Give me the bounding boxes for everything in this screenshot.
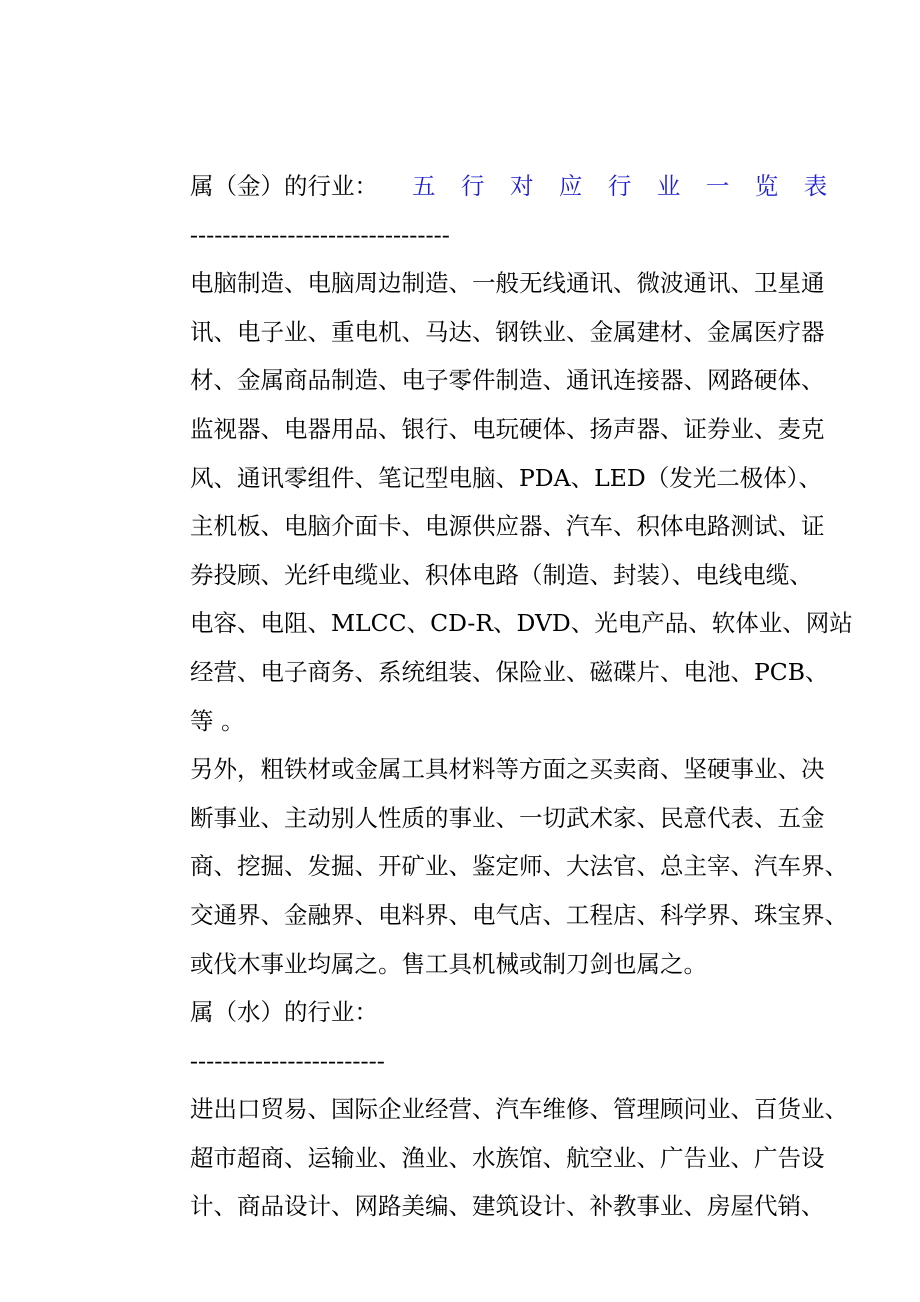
text-line: 超市超商、运输业、渔业、水族馆、航空业、广告业、广告设 bbox=[190, 1143, 825, 1172]
water-paragraph bbox=[190, 1085, 862, 1231]
text-line: 或伐木事业均属之。售工具机械或制刀剑也属之。 bbox=[190, 949, 707, 978]
document-page bbox=[190, 162, 862, 1231]
text-line: 主机板、电脑介面卡、电源供应器、汽车、积体电路测试、证 bbox=[190, 512, 825, 541]
text-line: 计、商品设计、网路美编、建筑设计、补教事业、房屋代销、 bbox=[190, 1192, 825, 1221]
text-line: 电脑制造、电脑周边制造、一般无线通讯、微波通讯、卫星通 bbox=[190, 269, 825, 298]
document-title: 五 行 对 应 行 业 一 览 表 bbox=[412, 172, 837, 200]
section-heading-metal bbox=[190, 162, 862, 211]
divider-water: ------------------------ bbox=[190, 1047, 386, 1074]
text-line: 风、通讯零组件、笔记型电脑、PDA、LED（发光二极体）、 bbox=[190, 463, 822, 492]
divider-metal: -------------------------------- bbox=[190, 221, 451, 248]
text-line: 交通界、金融界、电料界、电气店、工程店、科学界、珠宝界、 bbox=[190, 900, 848, 929]
section-heading-water bbox=[190, 988, 862, 1037]
text-line: 经营、电子商务、系统组装、保险业、磁碟片、电池、PCB、 bbox=[190, 657, 829, 686]
text-line: 断事业、主动别人性质的事业、一切武术家、民意代表、五金 bbox=[190, 803, 825, 832]
text-line: 讯、电子业、重电机、马达、钢铁业、金属建材、金属医疗器 bbox=[190, 317, 825, 346]
text-line: 商、挖掘、发掘、开矿业、鉴定师、大法官、总主宰、汽车界、 bbox=[190, 852, 848, 881]
text-line: 材、金属商品制造、电子零件制造、通讯连接器、网路硬体、 bbox=[190, 366, 825, 395]
heading-water-label: 属（水）的行业： bbox=[190, 998, 378, 1027]
text-line: 监视器、电器用品、银行、电玩硬体、扬声器、证券业、麦克 bbox=[190, 414, 825, 443]
text-line: 券投顾、光纤电缆业、积体电路（制造、封装）、电线电缆、 bbox=[190, 560, 813, 589]
text-line: 电容、电阻、MLCC、CD-R、DVD、光电产品、软体业、网站 bbox=[190, 609, 853, 638]
heading-metal-label: 属（金）的行业： bbox=[190, 172, 378, 200]
metal-paragraph bbox=[190, 259, 862, 988]
text-line: 等 。 bbox=[190, 706, 245, 735]
text-line: 另外，粗铁材或金属工具材料等方面之买卖商、坚硬事业、决 bbox=[190, 755, 825, 784]
text-line: 进出口贸易、国际企业经营、汽车维修、管理顾问业、百货业、 bbox=[190, 1095, 848, 1124]
